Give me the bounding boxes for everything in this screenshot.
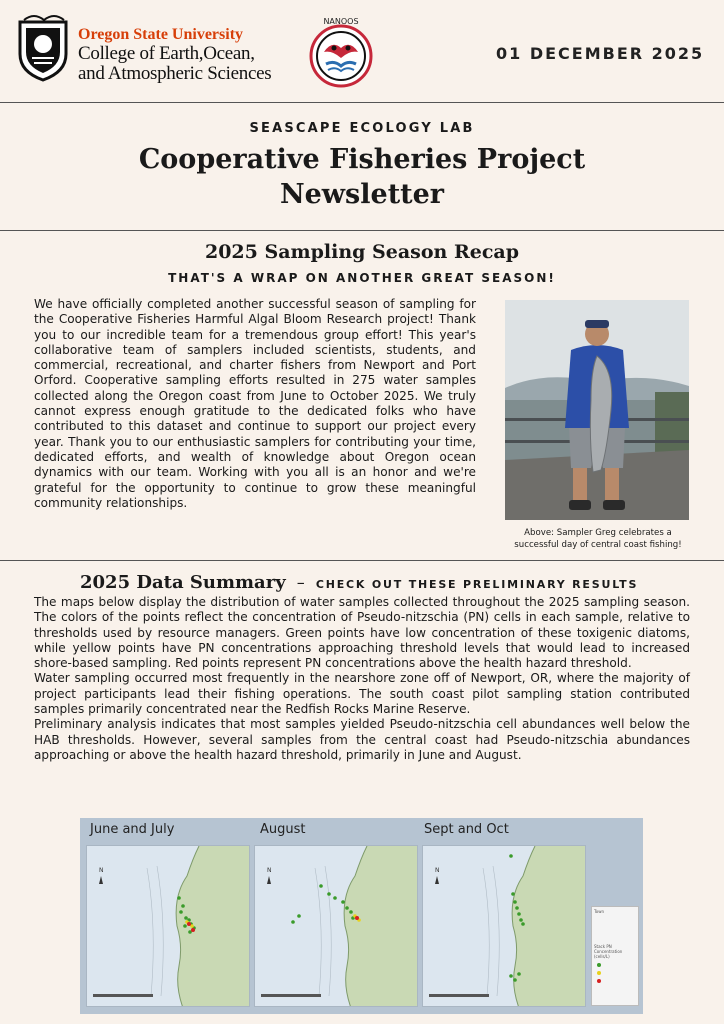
map-label-sept-oct: Sept and Oct [424,822,509,837]
legend-swatches [594,959,634,989]
map-legend [591,906,639,1006]
college-line-1: College of Earth,Ocean, [78,42,255,64]
title-line-1: Cooperative Fisheries Project [138,144,586,175]
caption-line-1: Above: Sampler Greg celebrates a [524,528,672,538]
lab-name: SEASCAPE ECOLOGY LAB [249,121,475,136]
divider [0,102,724,103]
summary-paragraph-3: Preliminary analysis indicates that most samples yielded Pseudo-nitzschia cell abundances well below the HAB thresholds. However, several samples from the central coast had Pseudo-nitzschia abundances approaching or above the health hazard threshold, primarily in June and August. [34,717,690,762]
osu-logo-icon [14,14,72,82]
svg-text:N: N [99,867,104,874]
college-line-2: and Atmospheric Sciences [78,62,272,84]
map-sept-oct-graphic [423,846,586,1007]
recap-subheading: THAT'S A WRAP ON ANOTHER GREAT SEASON! [168,271,556,285]
university-name: Oregon State University [78,26,244,43]
nanoos-wordmark: NANOOS [323,17,359,26]
recap-body: We have officially completed another successful season of sampling for the Cooperative Fisheries Harmful Algal Bloom Research project! Thank you to our incredible team for a tremendous group effort! This year's collaborative team of samplers included scientists, students, and commercial, recreational, and charter fishers from Newport and Port Orford. Cooperative sampling efforts resulted in 275 water samples collected along the Oregon coast from June to October 2025. We truly cannot express enough gratitude to the dedicated folks who have contributed to this dataset and continue to support our project every year. Thank you to our enthusiastic samplers for contributing your time, dedicated efforts, and wealth of knowledge about Oregon ocean dynamics with our team. Working with you all is an honor and we're grateful for the opportunity to continue to grow these meaningful community relationships. [34,297,476,510]
osu-wordmark [78,27,271,84]
map-june-july [86,845,250,1007]
summary-paragraph-1: The maps below display the distribution of water samples collected throughout the 2025 sampling season. The colors of the points reflect the concentration of Pseudo-nitzschia (PN) cells in each sample, relative to thresholds used by resource managers. Green points have low concentration of these toxigenic diatoms, while yellow points have PN concentrations approaching threshold levels that would lead to increased shore-based sampling. Red points represent PN concentrations above the health hazard threshold. [34,595,690,671]
sampler-photo [505,300,689,520]
issue-date: 01 DECEMBER 2025 [496,44,705,63]
photo-caption [500,527,696,551]
map-label-august: August [260,822,306,837]
map-sept-oct [422,845,586,1007]
summary-body [34,595,690,763]
summary-header [80,572,638,593]
newsletter-title [0,142,724,212]
legend-subtitle: Stack PN Concentration (cells/L) [594,944,623,959]
title-line-2: Newsletter [279,179,445,210]
summary-paragraph-2: Water sampling occurred most frequently in the nearshore zone off of Newport, OR, where the majority of project participants lead their fishing operations. The south coast pilot sampling station contributed samples primarily concentrated near the Redfish Rocks Marine Reserve. [34,671,690,717]
nanoos-logo-icon [302,14,380,92]
divider [0,230,724,231]
recap-heading: 2025 Sampling Season Recap [204,241,520,263]
divider [0,560,724,561]
header [0,0,724,102]
map-august-graphic [255,846,418,1007]
map-august [254,845,418,1007]
legend-title: Town [594,909,605,914]
caption-line-2: successful day of central coast fishing! [514,540,682,550]
svg-text:N: N [435,867,440,874]
summary-subheading: CHECK OUT THESE PRELIMINARY RESULTS [315,578,639,591]
map-label-june-july: June and July [90,822,175,837]
summary-heading: 2025 Data Summary [80,572,286,593]
map-june-july-graphic [87,846,250,1007]
svg-text:N: N [267,867,272,874]
summary-dash: – [296,573,305,592]
sample-maps-figure [80,818,643,1014]
